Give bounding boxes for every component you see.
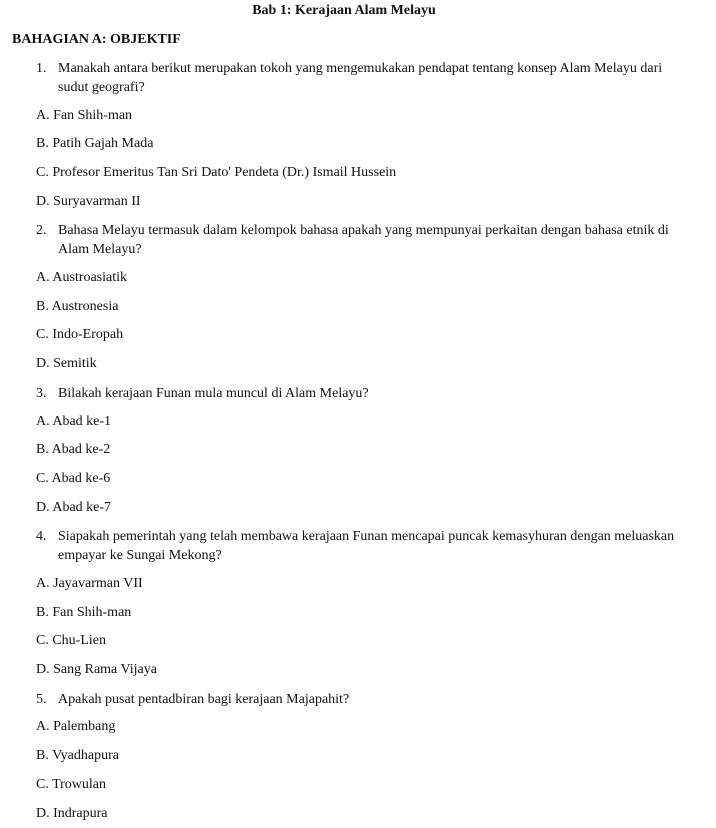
question-3-option-b: B. Abad ke-2 — [36, 442, 111, 457]
question-3-option-a: A. Abad ke-1 — [36, 414, 112, 429]
question-1 — [36, 59, 686, 97]
question-2-option-a: A. Austroasiatik — [36, 270, 127, 285]
question-text: Apakah pusat pentadbiran bagi kerajaan Majapahit? — [58, 692, 350, 707]
question-1-option-a: A. Fan Shih-man — [36, 108, 133, 123]
question-number: 4. — [36, 529, 47, 544]
question-text: Bilakah kerajaan Funan mula muncul di Alam Melayu? — [58, 386, 369, 401]
question-2-option-d: D. Semitik — [36, 356, 97, 371]
section-heading: BAHAGIAN A: OBJEKTIF — [12, 32, 181, 47]
question-1-option-c: C. Profesor Emeritus Tan Sri Dato' Pendeta (Dr.) Ismail Hussein — [36, 165, 397, 180]
question-number: 1. — [36, 61, 47, 76]
question-5-option-a: A. Palembang — [36, 719, 116, 734]
question-2 — [36, 221, 686, 259]
question-5-option-b: B. Vyadhapura — [36, 748, 119, 763]
question-5-option-d: D. Indrapura — [36, 806, 108, 821]
question-3-option-c: C. Abad ke-6 — [36, 471, 111, 486]
question-number: 2. — [36, 223, 47, 238]
question-4-option-c: C. Chu-Lien — [36, 633, 106, 648]
question-4-option-b: B. Fan Shih-man — [36, 605, 132, 620]
question-1-option-d: D. Suryavarman II — [36, 194, 141, 209]
question-2-option-b: B. Austronesia — [36, 299, 119, 314]
question-4-option-a: A. Jayavarman VII — [36, 576, 143, 591]
question-text: Siapakah pemerintah yang telah membawa kerajaan Funan mencapai puncak kemasyhuran dengan meluaskan empayar ke Sungai Mekong? — [58, 529, 675, 563]
question-number: 3. — [36, 386, 47, 401]
question-4 — [36, 527, 686, 565]
question-4-option-d: D. Sang Rama Vijaya — [36, 662, 157, 677]
question-5 — [36, 690, 686, 709]
question-3-option-d: D. Abad ke-7 — [36, 500, 112, 515]
question-number: 5. — [36, 692, 47, 707]
question-2-option-c: C. Indo-Eropah — [36, 327, 124, 342]
question-1-option-b: B. Patih Gajah Mada — [36, 136, 154, 151]
question-3 — [36, 384, 686, 403]
question-5-option-c: C. Trowulan — [36, 777, 107, 792]
question-text: Manakah antara berikut merupakan tokoh yang mengemukakan pendapat tentang konsep Alam Melayu dari sudut geografi? — [58, 61, 663, 95]
page-title: Bab 1: Kerajaan Alam Melayu — [252, 3, 436, 18]
question-text: Bahasa Melayu termasuk dalam kelompok bahasa apakah yang mempunyai perkaitan dengan bahasa etnik di Alam Melayu? — [58, 223, 669, 257]
